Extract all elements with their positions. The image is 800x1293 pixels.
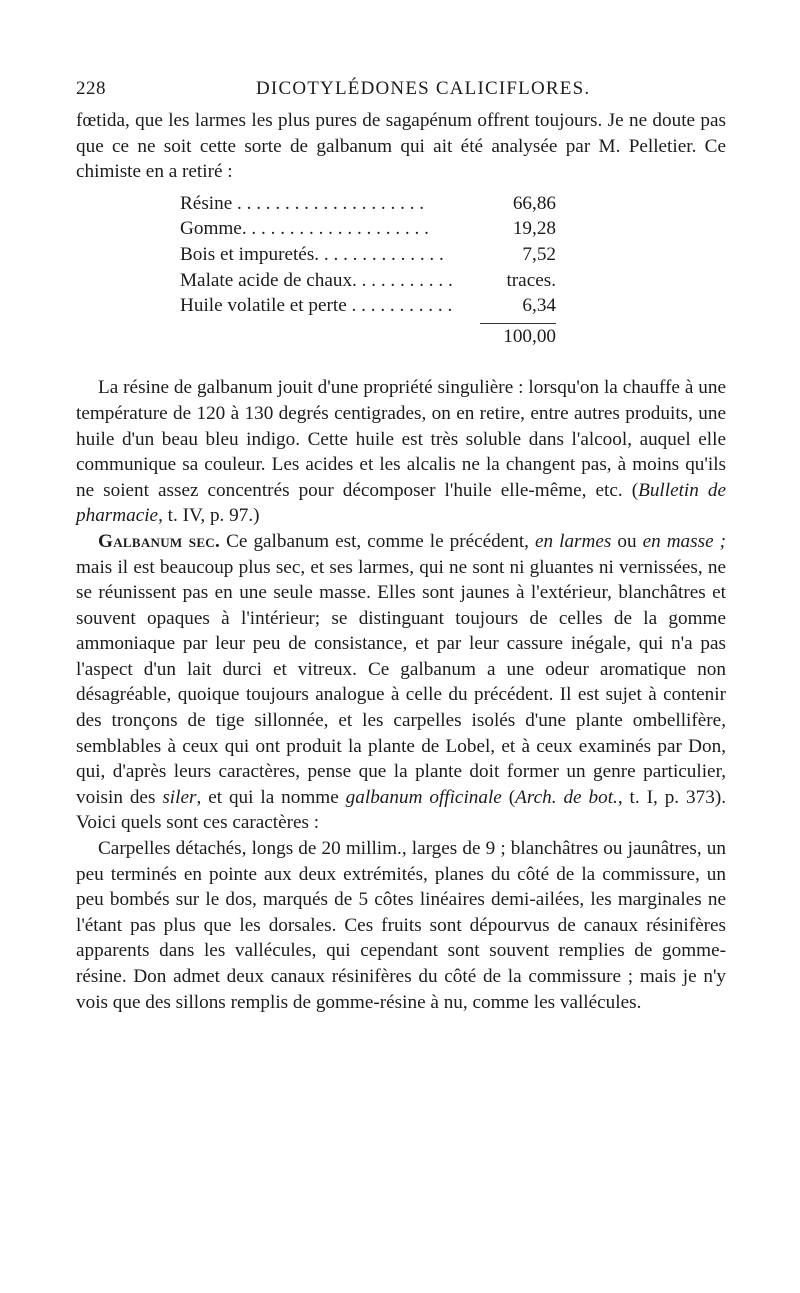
composition-row [180, 216, 556, 242]
italic-run: Arch. de bot. [515, 786, 618, 808]
text-run: , t. I, p. 373). Voici quels sont ces caractères : [76, 786, 727, 834]
composition-row [180, 242, 556, 268]
composition-row [180, 293, 556, 319]
page-number: 228 [76, 78, 106, 99]
composition-label: Gomme. . . . . . . . . . . . . . . . . . . . [180, 218, 429, 240]
italic-run: en masse ; [642, 530, 726, 552]
italic-run: galbanum officinale [345, 786, 502, 808]
composition-value: 7,52 [522, 243, 556, 265]
composition-row [180, 268, 556, 294]
paragraph-carpelles: Carpelles détachés, longs de 20 millim., larges de 9 ; blanchâtres ou jaunâtres, un peu terminés en pointe aux deux extrémités, planes du côté de la commissure, un peu bombés sur le dos, marqués de 5 côtes linéaires demi-ailées, les marginales ne l'étant pas plus que les dorsales. Ces fruits sont dépourvus de canaux résinifères apparents dans les vallécules, qui cependant sont souvent remplies de gomme-résine. Don admet deux canaux résinifères du côté de la commissure ; mais je n'y vois que des sillons remplis de gomme-résine à nu, comme les vallécules. [76, 838, 726, 1013]
composition-total: 100,00 [503, 325, 556, 347]
text-run: ou [611, 530, 643, 552]
paragraph-resin [76, 375, 726, 529]
composition-value: 19,28 [512, 218, 556, 240]
composition-label: Huile volatile et perte . . . . . . . . . . . [180, 295, 453, 317]
page-header [76, 78, 726, 108]
composition-table [180, 191, 556, 350]
composition-label: Résine . . . . . . . . . . . . . . . . . . . . [180, 192, 425, 214]
composition-label: Bois et impuretés. . . . . . . . . . . . . . [180, 243, 444, 265]
section-heading: Galbanum sec. [98, 530, 221, 552]
citation-title: Bulletin de pharmacie [76, 479, 727, 527]
composition-value: 66,86 [512, 192, 556, 214]
paragraph-galbanum-sec [76, 529, 726, 836]
composition-total-row [180, 324, 556, 350]
composition-row [180, 191, 556, 217]
text-run: , et qui la nomme [196, 786, 346, 808]
italic-run: siler [162, 786, 197, 808]
text-run: Ce galbanum est, comme le précédent, [220, 530, 535, 552]
text-run: ( [501, 786, 516, 808]
composition-value: 6,34 [522, 295, 556, 317]
italic-run: en larmes [534, 530, 612, 552]
composition-value: traces. [506, 269, 556, 291]
resin-text: La résine de galbanum jouit d'une propriété singulière : lorsqu'on la chauffe à une température de 120 à 130 degrés centigrades, on en retire, entre autres produits, une huile d'un beau bleu indigo. Cette huile est très soluble dans l'alcool, auquel elle communique sa couleur. Les acides et les alcalis ne la changent pas, à moins qu'ils ne soient assez concentrés pour décomposer l'huile elle-même, etc. ( [76, 377, 726, 501]
paragraph-intro: fœtida, que les larmes les plus pures de sagapénum offrent toujours. Je ne doute pas que ce ne soit cette sorte de galbanum qui ait été analysée par M. Pelletier. Ce chimiste en a retiré : [76, 110, 726, 183]
citation-rest: , t. IV, p. 97.) [158, 505, 260, 527]
composition-label: Malate acide de chaux. . . . . . . . . . . [180, 269, 453, 291]
text-run: mais il est beaucoup plus sec, et ses larmes, qui ne sont ni gluantes ni vernissées, ne se réunissent pas en une seule masse. Elles sont jaunes à l'extérieur, blanchâtres et souvent opaques à l'intérieur; se distinguant toujours de celles de la gomme ammoniaque par leur peu de consistance, et par leur cassure inégale, qui n'a pas l'aspect d'un lait durci et vitreux. Ce galbanum a une odeur aromatique non désagréable, quoique toujours analogue à celle du précédent. Il est sujet à contenir des tronçons de tige sillonnée, et les carpelles isolés d'une plante ombellifère, semblables à ceux qui ont produit la plante de Lobel, et à ceux examinés par Don, qui, d'après leurs caractères, pense que la plante doit former un genre particulier, voisin des [76, 556, 726, 808]
running-head: DICOTYLÉDONES CALICIFLORES. [256, 78, 591, 99]
book-page [76, 78, 726, 1015]
